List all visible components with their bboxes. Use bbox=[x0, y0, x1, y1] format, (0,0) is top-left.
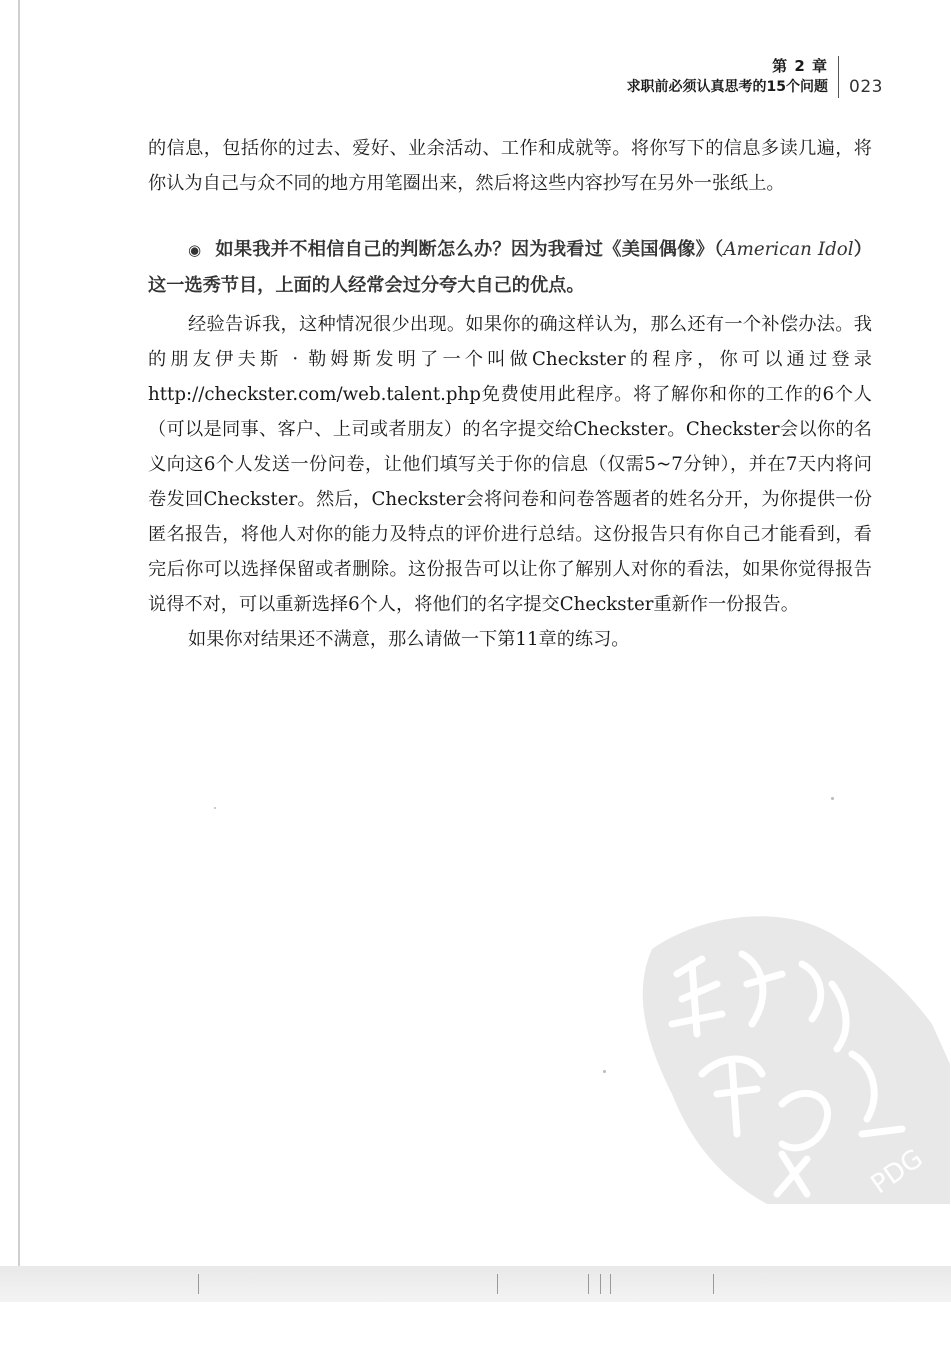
bullet-icon: ◉ bbox=[188, 241, 202, 259]
header-text-block bbox=[627, 56, 828, 96]
page-number: 023 bbox=[849, 77, 883, 97]
question-heading bbox=[148, 232, 872, 303]
band-tick bbox=[713, 1274, 714, 1294]
scan-bottom-band bbox=[0, 1266, 951, 1302]
page-body bbox=[148, 131, 872, 657]
scan-speck bbox=[831, 797, 834, 800]
band-tick bbox=[610, 1274, 611, 1294]
running-header bbox=[627, 56, 883, 98]
band-tick bbox=[600, 1274, 601, 1294]
library-seal-watermark bbox=[632, 904, 950, 1204]
closing-paragraph: 如果你对结果还不满意，那么请做一下第11章的练习。 bbox=[188, 629, 630, 650]
answer-paragraph: 经验告诉我，这种情况很少出现。如果你的确这样认为，那么还有一个补偿办法。我的朋友伊夫斯 · 勒姆斯发明了一个叫做Checkster的程序，你可以通过登录http://checkster.com/web.talent.php免费使用此程序。将了解你和你的工作的6个人（可以是同事、客户、上司或者朋友）的名字提交给Checkster。Checkster会以你的名义向这6个人发送一份问卷，让他们填写关于你的信息（仅需5~7分钟），并在7天内将问卷发回Checkster。然后，Checkster会将问卷和问卷答题者的姓名分开，为你提供一份匿名报告，将他人对你的能力及特点的评价进行总结。这份报告只有你自己才能看到，看完后你可以选择保留或者删除。这份报告可以让你了解别人对你的看法，如果你觉得报告说得不对，可以重新选择6个人，将他们的名字提交Checkster重新作一份报告。 bbox=[148, 314, 872, 615]
scan-speck bbox=[603, 1070, 606, 1073]
chapter-number: 第 2 章 bbox=[772, 57, 829, 75]
band-tick bbox=[198, 1274, 199, 1294]
paragraph-continued: 的信息，包括你的过去、爱好、业余活动、工作和成就等。将你写下的信息多读几遍，将你认为自己与众不同的地方用笔圈出来，然后将这些内容抄写在另外一张纸上。 bbox=[148, 138, 872, 194]
question-text-part1: 如果我并不相信自己的判断怎么办？因为我看过《美国偶像》（ bbox=[215, 239, 724, 260]
question-english-title: American Idol bbox=[723, 239, 854, 260]
chapter-title: 求职前必须认真思考的15个问题 bbox=[626, 79, 829, 95]
band-tick bbox=[497, 1274, 498, 1294]
scan-speck bbox=[214, 807, 216, 809]
seal-text: PDG bbox=[865, 1143, 929, 1201]
header-divider bbox=[838, 56, 839, 98]
question-text-part2: ）这一选秀节目，上面的人经常会过分夸大自己的优点。 bbox=[148, 239, 872, 296]
page-edge-line bbox=[18, 0, 20, 1300]
band-tick bbox=[588, 1274, 589, 1294]
